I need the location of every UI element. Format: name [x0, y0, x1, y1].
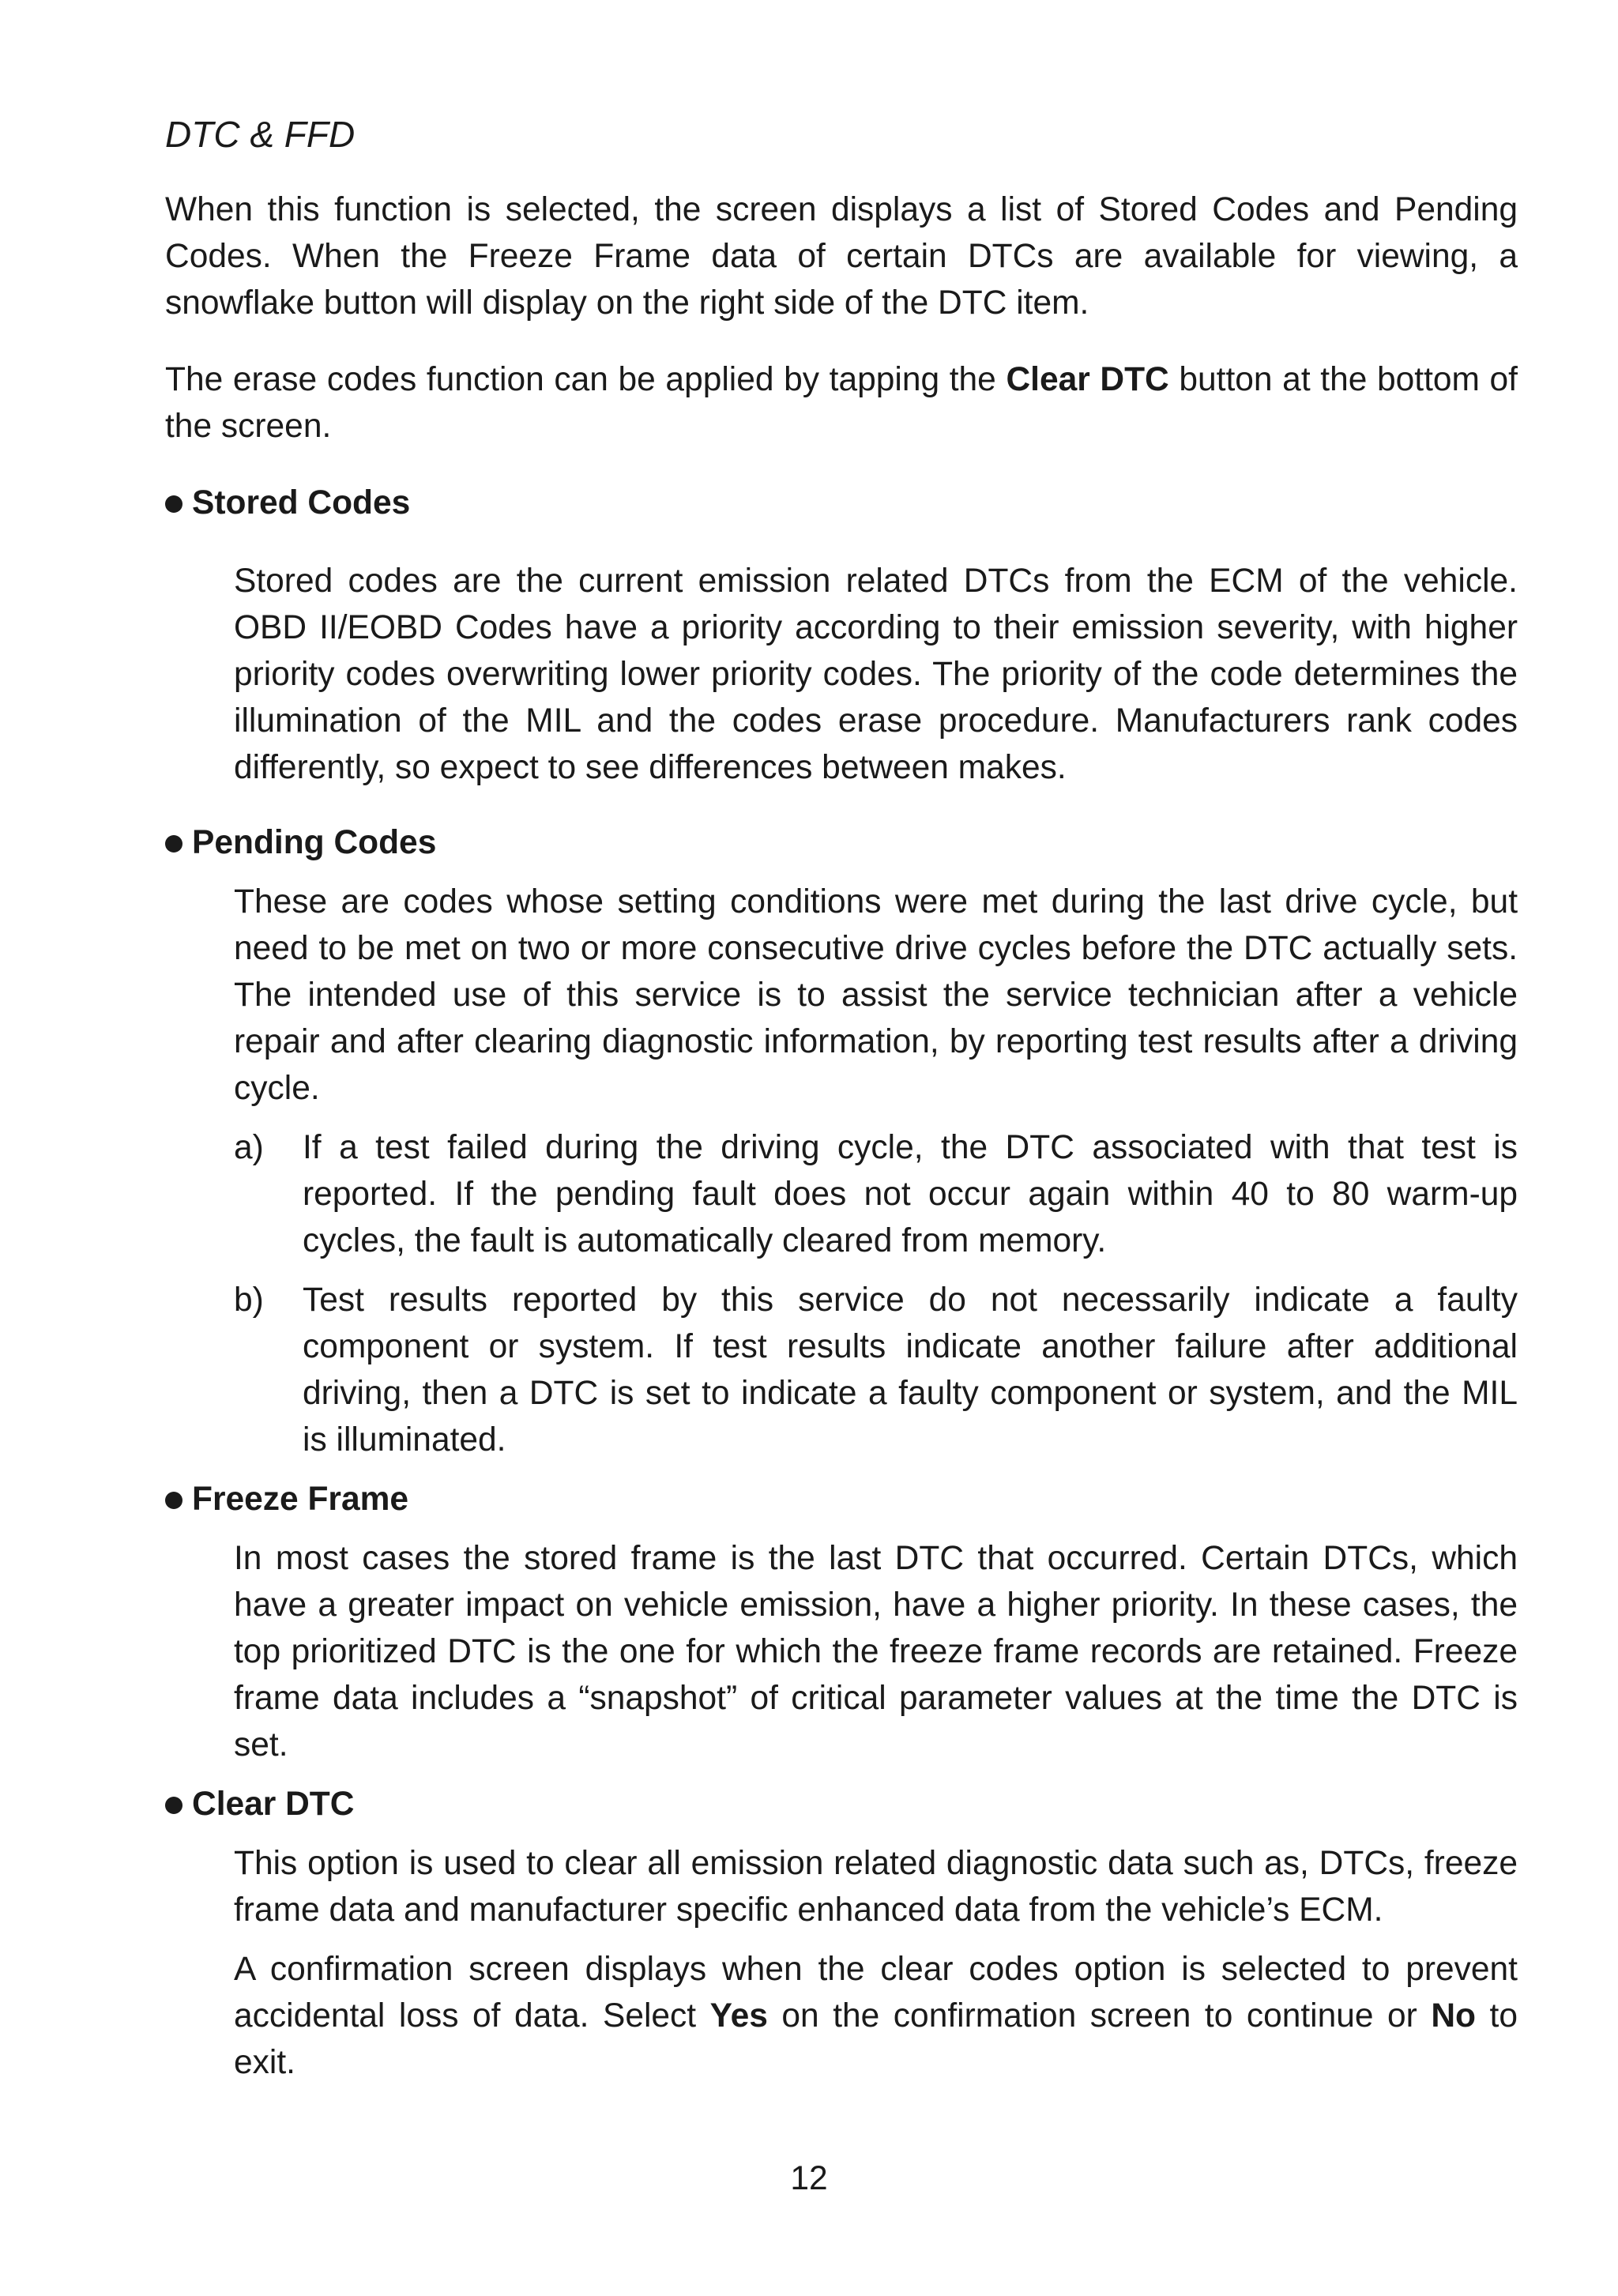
erase-codes-paragraph — [165, 356, 1518, 450]
erase-text-end: button at the bottom of the screen. — [165, 361, 1518, 445]
stored-codes-title — [165, 480, 1518, 526]
bullet-icon — [165, 495, 182, 513]
stored-codes-text: Stored codes are the current emission related DTCs from the ECM of the vehicle. OBD II/EOBD Codes have a priority according to their emission severity, with higher priority codes overwriting lower priority codes. The priority of the code determines the illumination of the MIL and the codes erase procedure. Manufacturers rank codes differently, so expect to see differences between makes. — [234, 563, 1518, 786]
list-item-label: b) — [234, 1282, 264, 1319]
list-item — [234, 1277, 1518, 1463]
confirm-text-middle: on the confirmation screen to continue or — [767, 1997, 1432, 2034]
document-page — [165, 111, 1518, 2086]
freeze-frame-label: Freeze Frame — [192, 1481, 409, 1518]
intro-paragraph: When this function is selected, the screen displays a list of Stored Codes and Pending Codes. When the Freeze Frame data of certain DTCs are available for viewing, a snowflake button will display on the right side of the DTC item. — [165, 191, 1518, 322]
section-heading: DTC & FFD — [165, 114, 356, 155]
confirm-text-start: A confirmation screen displays when the clear codes option is selected to prevent accidental loss of data. Select — [234, 1951, 1518, 2034]
list-item-label: a) — [234, 1129, 264, 1166]
bullet-icon — [165, 1492, 182, 1509]
bullet-icon — [165, 1797, 182, 1814]
page-number: 12 — [790, 2160, 828, 2197]
yes-emphasis: Yes — [709, 1997, 768, 2034]
clear-dtc-label: Clear DTC — [192, 1786, 355, 1823]
clear-dtc-emphasis: Clear DTC — [1006, 361, 1169, 398]
bullet-icon — [165, 835, 182, 853]
pending-codes-title — [165, 819, 1518, 866]
pending-codes-text: These are codes whose setting conditions were met during the last drive cycle, but need to be met on two or more consecutive drive cycles before the DTC actually sets. The intended use of this service is to assist the service technician after a vehicle repair and after clearing diagnostic information, by reporting test results after a driving cycle. — [234, 883, 1518, 1107]
list-item-text: If a test failed during the driving cycle, the DTC associated with that test is reported. If the pending fault does not occur again within 40 to 80 warm-up cycles, the fault is automatically cleared from memory. — [303, 1129, 1518, 1259]
confirm-text-end: to exit. — [234, 1997, 1518, 2081]
list-item-text: Test results reported by this service do not necessarily indicate a faulty component or system. If test results indicate another failure after additional driving, then a DTC is set to indicate a faulty component or system, and the MIL is illuminated. — [303, 1282, 1518, 1459]
pending-codes-label: Pending Codes — [192, 824, 437, 861]
erase-text-start: The erase codes function can be applied by tapping the — [165, 361, 1007, 398]
freeze-frame-title — [165, 1476, 1518, 1523]
freeze-frame-text: In most cases the stored frame is the last DTC that occurred. Certain DTCs, which have a greater impact on vehicle emission, have a higher priority. In these cases, the top prioritized DTC is the one for which the freeze frame records are retained. Freeze frame data includes a “snapshot” of critical parameter values at the time the DTC is set. — [234, 1540, 1518, 1763]
no-emphasis: No — [1431, 1997, 1477, 2034]
stored-codes-label: Stored Codes — [192, 484, 411, 521]
clear-dtc-title — [165, 1781, 1518, 1827]
confirmation-paragraph — [234, 1946, 1518, 2086]
list-item — [234, 1124, 1518, 1264]
clear-dtc-text: This option is used to clear all emission related diagnostic data such as, DTCs, freeze frame data and manufacturer specific enhanced data from the vehicle’s ECM. — [234, 1845, 1518, 1929]
